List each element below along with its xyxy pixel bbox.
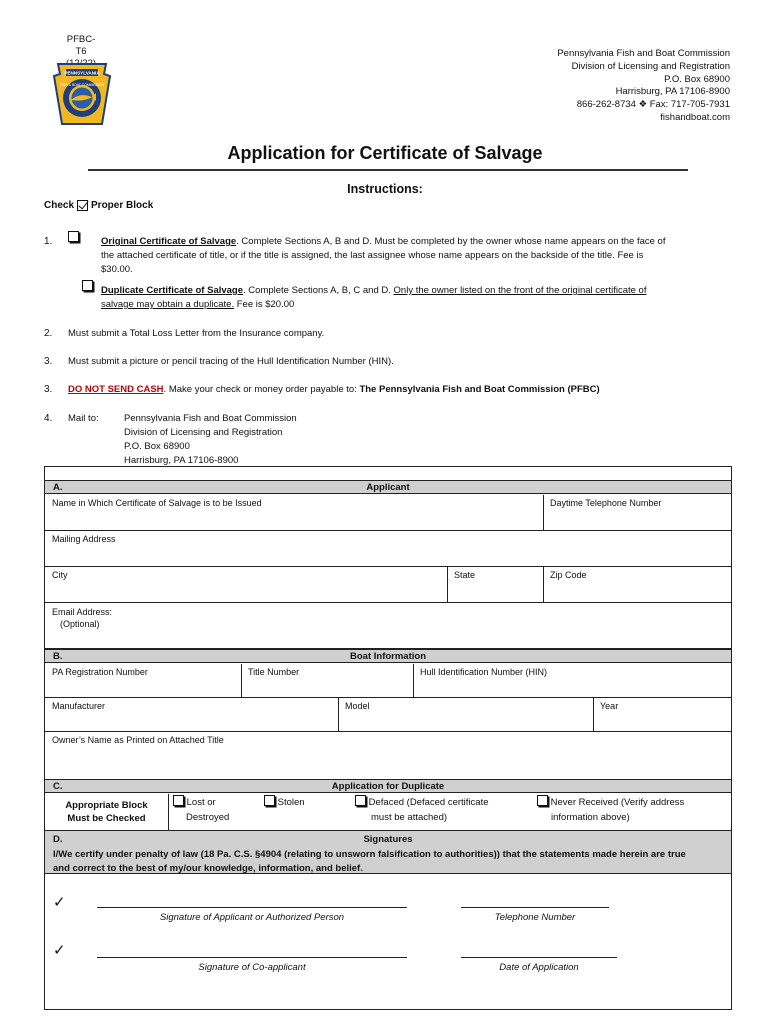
address-line: fishandboat.com <box>660 111 730 123</box>
original-text-a: . Complete Sections A, B and D. Must be completed by the owner whose name appears on the face of <box>236 236 666 247</box>
section-letter: D. <box>53 834 63 845</box>
item-number: 3. <box>44 384 53 395</box>
applicant-signature-label: Signature of Applicant or Authorized Person <box>159 912 345 923</box>
section-c-header <box>45 779 731 793</box>
section-b-header <box>45 649 731 663</box>
mail-line: Pennsylvania Fish and Boat Commission <box>124 413 297 424</box>
note-line: Must be Checked <box>67 813 146 824</box>
checked-box-icon <box>77 200 88 211</box>
item-number: 4. <box>44 413 53 424</box>
section-heading: Signatures <box>363 834 413 845</box>
agency-address <box>557 48 730 125</box>
title-number-field[interactable] <box>241 664 413 698</box>
telephone-line[interactable] <box>461 907 609 908</box>
original-text-c: $30.00. <box>101 264 133 275</box>
telephone-label: Telephone Number <box>494 912 576 923</box>
checkmark-icon: ✓ <box>53 942 66 959</box>
item3b-text <box>68 383 600 397</box>
email-field[interactable] <box>45 603 731 649</box>
zip-code-field[interactable] <box>543 567 731 603</box>
divider <box>338 698 339 732</box>
owner-name-field[interactable] <box>45 732 731 779</box>
field-label: Manufacturer <box>52 701 106 711</box>
item-number: 1. <box>44 236 53 247</box>
field-label: PA Registration Number <box>52 667 148 677</box>
duplicate-text-a: . Complete Sections A, B, C and D. <box>243 285 394 296</box>
field-label: Daytime Telephone Number <box>550 498 662 508</box>
appropriate-block-note <box>45 794 169 830</box>
divider <box>543 567 544 603</box>
item2-text: Must submit a Total Loss Letter from the Insurance company. <box>68 328 325 339</box>
section-heading: Boat Information <box>350 651 426 662</box>
address-line: Pennsylvania Fish and Boat Commission <box>557 48 730 59</box>
mail-line: Harrisburg, PA 17106-8900 <box>124 455 239 466</box>
checkmark-icon: ✓ <box>53 894 66 911</box>
section-a-header <box>45 480 731 494</box>
application-form <box>44 466 732 1010</box>
option-label: Stolen <box>277 797 305 808</box>
applicant-name-field[interactable] <box>45 495 543 531</box>
check-suffix: Proper Block <box>91 200 154 211</box>
date-line[interactable] <box>461 957 617 958</box>
field-label: State <box>454 570 476 580</box>
option-label: Defaced (Defaced certificate <box>368 797 489 808</box>
mail-to-address <box>124 412 297 468</box>
divider <box>447 567 448 603</box>
address-line: 866-262-8734 ❖ Fax: 717-705-7931 <box>576 99 730 111</box>
address-line: P.O. Box 68900 <box>664 73 730 85</box>
field-label: Hull Identification Number (HIN) <box>420 667 548 677</box>
logo-text-top: PENNSYLVANIA <box>64 70 100 76</box>
field-label: Mailing Address <box>52 534 116 544</box>
hin-field[interactable] <box>413 664 731 698</box>
model-field[interactable] <box>338 698 593 732</box>
divider <box>241 664 242 698</box>
city-field[interactable] <box>45 567 447 603</box>
duplicate-underlined-a: Only the owner listed on the front of the original certificate of <box>393 285 647 296</box>
section-letter: A. <box>53 482 63 493</box>
page-title: Application for Certificate of Salvage <box>227 143 543 163</box>
item-number: 3. <box>44 356 53 367</box>
divider <box>543 495 544 531</box>
title-rule <box>88 169 688 171</box>
mail-to-label: Mail to: <box>68 413 99 424</box>
coapplicant-signature-line[interactable] <box>97 957 407 958</box>
field-label: Model <box>345 701 370 711</box>
never-received-option[interactable] <box>537 795 727 825</box>
option-label: Destroyed <box>186 812 230 823</box>
mail-line: Division of Licensing and Registration <box>124 427 283 438</box>
field-label: Name in Which Certificate of Salvage is to be Issued <box>52 498 262 508</box>
divider <box>413 664 414 698</box>
year-field[interactable] <box>593 698 731 732</box>
duplicate-underlined-b: salvage may obtain a duplicate. <box>101 299 235 310</box>
duplicate-title: Duplicate Certificate of Salvage <box>101 285 244 296</box>
option-label: must be attached) <box>371 812 448 823</box>
divider <box>593 698 594 732</box>
note-line: Appropriate Block <box>65 800 148 811</box>
check-proper-block <box>44 200 153 211</box>
section-letter: B. <box>53 651 63 662</box>
date-label: Date of Application <box>499 962 579 973</box>
never-received-checkbox[interactable] <box>537 795 548 806</box>
mailing-address-field[interactable] <box>45 531 731 567</box>
form-number: PFBC-T6 <box>66 34 96 57</box>
original-certificate-checkbox[interactable] <box>68 231 79 242</box>
item3b-body: . Make your check or money order payable to: <box>163 384 360 395</box>
duplicate-certificate-checkbox[interactable] <box>82 280 93 291</box>
defaced-option[interactable] <box>355 795 525 825</box>
field-label: Zip Code <box>550 570 587 580</box>
address-line: Harrisburg, PA 17106-8900 <box>615 86 730 98</box>
stolen-option[interactable] <box>264 795 354 810</box>
state-field[interactable] <box>447 567 543 603</box>
option-label: Never Received (Verify address <box>550 797 685 808</box>
pa-registration-field[interactable] <box>45 664 241 698</box>
option-label: Lost or <box>186 797 216 808</box>
daytime-phone-field[interactable] <box>543 495 731 531</box>
original-text-b: the attached certificate of title, or if the title is assigned, the last assignee whose name appears on the backside of the title. Fee is <box>101 250 644 261</box>
manufacturer-field[interactable] <box>45 698 338 732</box>
field-label: Title Number <box>248 667 300 677</box>
stolen-checkbox[interactable] <box>264 795 275 806</box>
section-letter: C. <box>53 781 63 792</box>
duplicate-fee: Fee is $20.00 <box>234 299 295 310</box>
item-number: 2. <box>44 328 53 339</box>
certify-line: and correct to the best of my/our knowledge, information, and belief. <box>53 862 363 874</box>
item3-text: Must submit a picture or pencil tracing of the Hull Identification Number (HIN). <box>68 356 394 367</box>
pfbc-keystone-logo <box>52 62 112 126</box>
certify-line: I/We certify under penalty of law (18 Pa. C.S. §4904 (relating to unsworn falsification to authorities)) that the statements made herein are true <box>53 849 686 860</box>
coapplicant-signature-label: Signature of Co-applicant <box>198 962 306 973</box>
field-label: Email Address: <box>52 607 113 617</box>
applicant-signature-line[interactable] <box>97 907 407 908</box>
mail-line: P.O. Box 68900 <box>124 441 190 452</box>
field-label-optional: (Optional) <box>60 619 100 629</box>
instructions-heading: Instructions: <box>347 182 423 196</box>
option-label: information above) <box>551 812 630 823</box>
field-label: City <box>52 570 68 580</box>
field-label: Owner’s Name as Printed on Attached Title <box>52 735 224 745</box>
lost-option[interactable] <box>173 795 263 825</box>
check-prefix: Check <box>44 200 75 211</box>
address-line: Division of Licensing and Registration <box>571 60 730 72</box>
defaced-checkbox[interactable] <box>355 795 366 806</box>
duplicate-certificate-text <box>101 284 731 312</box>
original-certificate-text <box>101 235 731 277</box>
section-heading: Applicant <box>366 482 410 493</box>
certification-statement <box>53 848 728 875</box>
section-heading: Application for Duplicate <box>331 781 445 792</box>
no-cash-warning: DO NOT SEND CASH <box>68 384 164 395</box>
original-title: Original Certificate of Salvage <box>101 236 237 247</box>
field-label: Year <box>600 701 619 711</box>
logo-text-ring: FISH & BOAT COMMISSION <box>60 83 104 87</box>
section-d-header <box>45 830 731 874</box>
lost-checkbox[interactable] <box>173 795 184 806</box>
payable-to: The Pennsylvania Fish and Boat Commission (PFBC) <box>359 384 600 395</box>
